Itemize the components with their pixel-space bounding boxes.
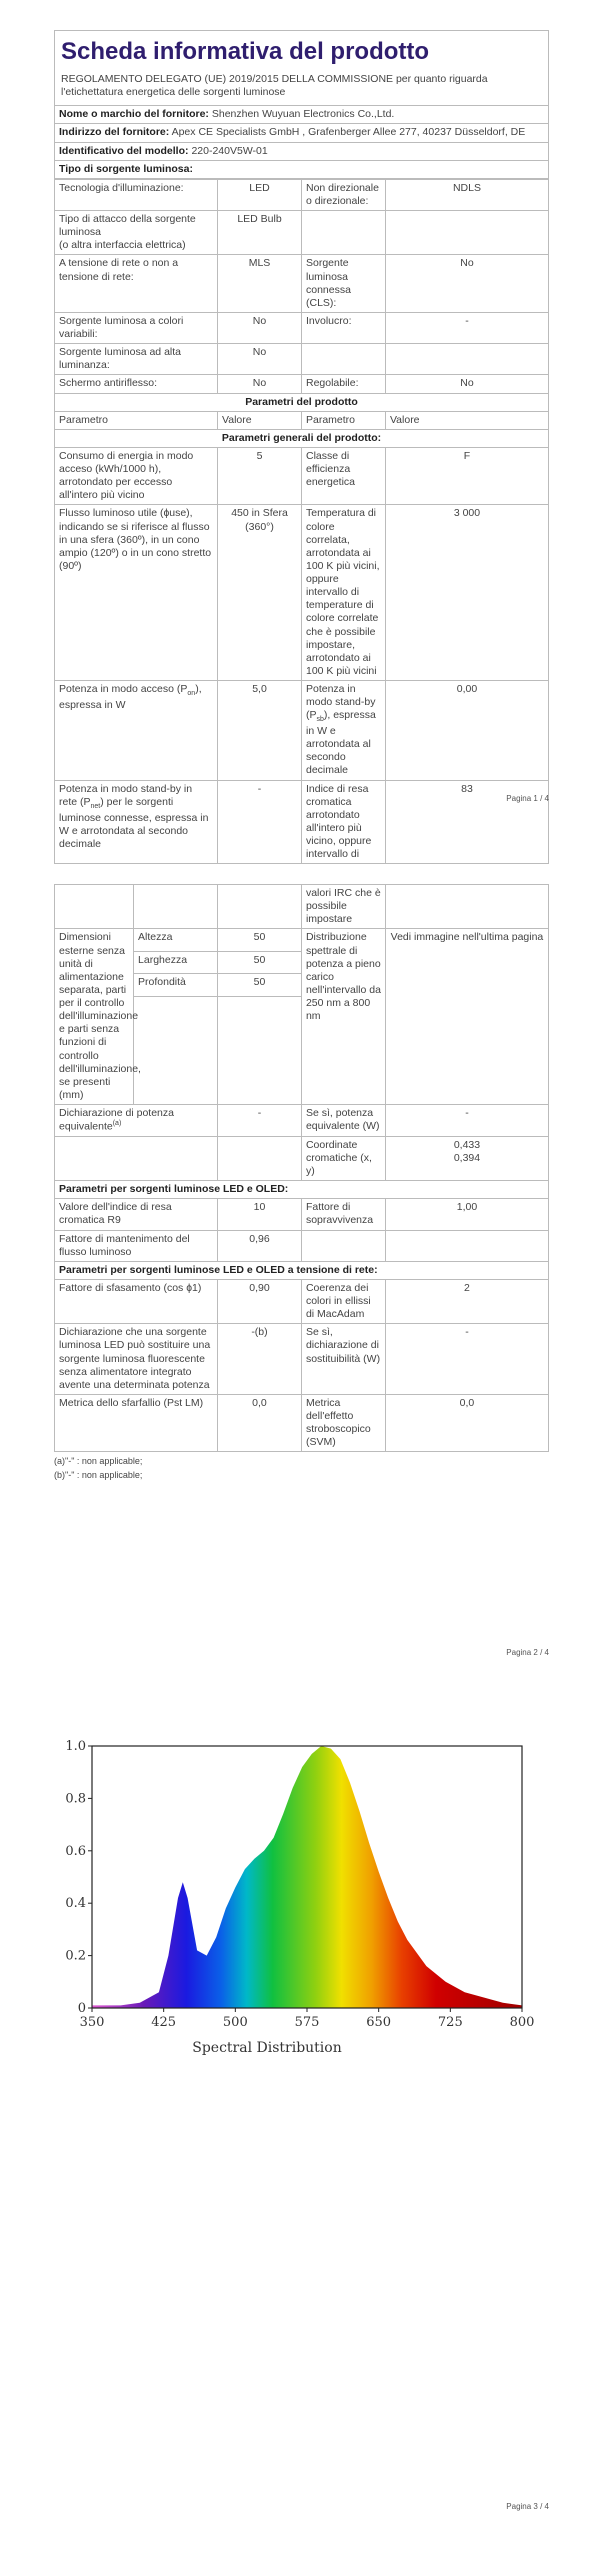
antiglare-value: No — [218, 375, 302, 393]
note-a: (a)"-" : non applicable; — [54, 1456, 143, 1467]
cap-label: Tipo di attacco della sorgente luminosa (o altra interfaccia elettrica) — [55, 211, 218, 255]
hlum-value: No — [218, 344, 302, 375]
spectral-distribution-chart — [54, 1734, 554, 2064]
pf-value: 0,90 — [218, 1279, 302, 1323]
equiv-w-value: - — [385, 1105, 548, 1137]
cri-value: 83 — [385, 780, 548, 864]
general-header: Parametri generali del prodotto: — [55, 429, 549, 447]
footnotes — [54, 1452, 549, 1481]
nondir-value: NDLS — [385, 179, 548, 210]
equiv-value: - — [218, 1105, 302, 1137]
flicker-label: Metrica dello sfarfallio (Pst LM) — [55, 1394, 218, 1452]
y-tick-label: 0.8 — [65, 1791, 86, 1807]
connected-label: Sorgente luminosa connessa (CLS): — [301, 255, 385, 313]
colour-label: Sorgente luminosa a colori variabili: — [55, 312, 218, 343]
equiv-label: Dichiarazione di potenza equivalente$^{(a)}$ — [55, 1105, 218, 1137]
cap-value: LED Bulb — [218, 211, 302, 255]
macadam-label: Coerenza dei colori in ellissi di MacAdam — [301, 1279, 385, 1323]
macadam-value: 2 — [385, 1279, 548, 1323]
r9-value: 10 — [218, 1199, 302, 1230]
led-header: Parametri per sorgenti luminose LED e OLED: — [55, 1181, 549, 1199]
page-title: Scheda informativa del prodotto — [54, 30, 549, 71]
col-param-1: Parametro — [55, 411, 218, 429]
height-label: Altezza — [134, 929, 218, 952]
y-tick-label: 0.2 — [65, 1948, 86, 1964]
x-tick-label: 650 — [366, 2015, 392, 2030]
supplier-name: Shenzhen Wuyuan Electronics Co.,Ltd. — [211, 108, 395, 121]
cri-label: Indice di resa cromatica arrotondato all'intero più vicino, oppure intervallo di — [301, 780, 385, 864]
replace-label: Dichiarazione che una sorgente luminosa LED può sostituire una sorgente luminosa fluorescente senza alimentatore integrato avente una determinata potenza — [55, 1324, 218, 1395]
spd-label: Distribuzione spettrale di potenza a pieno carico nell'intervallo da 250 nm a 800 nm — [301, 929, 385, 1105]
supplier-address-row: Indirizzo del fornitore: Apex CE Specialists GmbH , Grafenberger Allee 277, 40237 Düsseldorf, DE — [55, 124, 549, 142]
page-2-footer: Pagina 2 / 4 — [506, 1648, 549, 1657]
svm-value: 0,0 — [385, 1394, 548, 1452]
source-type-table — [54, 179, 549, 865]
page-1-footer: Pagina 1 / 4 — [506, 794, 549, 803]
page-1 — [54, 30, 549, 864]
pf-label: Fattore di sfasamento (cos ɸ1) — [55, 1279, 218, 1323]
cri-cont: valori IRC che è possibile impostare — [301, 885, 385, 929]
hlum-label: Sorgente luminosa ad alta luminanza: — [55, 344, 218, 375]
col-value-1: Valore — [218, 411, 302, 429]
maint-label: Fattore di mantenimento del flusso luminoso — [55, 1230, 218, 1261]
source-type-header: Tipo di sorgente luminosa: — [55, 160, 549, 178]
chroma-value: 0,433 0,394 — [385, 1136, 548, 1180]
dimensions-table — [54, 884, 549, 1452]
survival-value: 1,00 — [385, 1199, 548, 1230]
supplier-name-row: Nome o marchio del fornitore: Shenzhen Wuyuan Electronics Co.,Ltd. — [55, 106, 549, 124]
height-value: 50 — [218, 929, 302, 952]
depth-value: 50 — [218, 974, 302, 997]
page-2 — [54, 884, 549, 1483]
width-value: 50 — [218, 951, 302, 974]
dimmable-label: Regolabile: — [301, 375, 385, 393]
eclass-label: Classe di efficienza energetica — [301, 447, 385, 505]
spectrum-area — [92, 1746, 522, 2008]
flux-label: Flusso luminoso utile (ɸuse), indicando se si riferisce al flusso in una sfera (360º), in un cono ampio (120º) o in un cono stretto (90º) — [55, 505, 218, 681]
dims-label: Dimensioni esterne senza unità di alimentazione separata, parti per il controllo dell'illuminazione e parti senza funzioni di controllo dell'illuminazione, se presenti (mm) — [55, 929, 134, 1105]
depth-label: Profondità — [134, 974, 218, 997]
maint-value: 0,96 — [218, 1230, 302, 1261]
mains-value: MLS — [218, 255, 302, 313]
mains-label: A tensione di rete o non a tensione di rete: — [55, 255, 218, 313]
tech-label: Tecnologia d'illuminazione: — [55, 179, 218, 210]
y-tick-label: 1.0 — [65, 1739, 86, 1754]
width-label: Larghezza — [134, 951, 218, 974]
spd-value: Vedi immagine nell'ultima pagina — [385, 929, 548, 1105]
cct-value: 3 000 — [385, 505, 548, 681]
eclass-value: F — [385, 447, 548, 505]
page-3-footer: Pagina 3 / 4 — [506, 2502, 549, 2511]
model-row: Identificativo del modello: 220-240V5W-01 — [55, 142, 549, 160]
chroma-label: Coordinate cromatiche (x, y) — [301, 1136, 385, 1180]
envelope-value: - — [385, 312, 548, 343]
spectrum-svg — [54, 1734, 554, 2064]
psb-label: Potenza in modo stand-by $(P_{sb})$, espressa in W e arrotondata al secondo decimale — [301, 681, 385, 781]
pon-value: 5,0 — [218, 681, 302, 781]
x-tick-label: 800 — [509, 2015, 535, 2030]
psb-value: 0,00 — [385, 681, 548, 781]
x-tick-label: 500 — [222, 2015, 248, 2030]
col-value-2: Valore — [385, 411, 548, 429]
x-tick-label: 425 — [151, 2015, 177, 2030]
x-axis-label: Spectral Distribution — [192, 2040, 342, 2056]
regulation-text: REGOLAMENTO DELEGATO (UE) 2019/2015 DELLA COMMISSIONE per quanto riguarda l'etichettatura energetica delle sorgenti luminose — [54, 71, 549, 105]
connected-value: No — [385, 255, 548, 313]
tech-value: LED — [218, 179, 302, 210]
pnet-label: Potenza in modo stand-by in rete $(P_{net})$ per le sorgenti luminose connesse, espressa in W e arrotondata al secondo decimale — [55, 780, 218, 864]
replace-w-value: - — [385, 1324, 548, 1395]
plot-area — [65, 1739, 534, 2056]
pnet-value: - — [218, 780, 302, 864]
x-tick-label: 350 — [79, 2015, 105, 2030]
flicker-value: 0,0 — [218, 1394, 302, 1452]
colour-value: No — [218, 312, 302, 343]
nondir-label: Non direzionale o direzionale: — [301, 179, 385, 210]
y-tick-label: 0.6 — [65, 1843, 86, 1859]
replace-w-label: Se sì, dichiarazione di sostituibilità (W) — [301, 1324, 385, 1395]
supplier-address: Apex CE Specialists GmbH , Grafenberger Allee 277, 40237 Düsseldorf, DE — [171, 126, 526, 139]
energy-value: 5 — [218, 447, 302, 505]
col-param-2: Parametro — [301, 411, 385, 429]
model-id: 220-240V5W-01 — [191, 144, 268, 157]
y-tick-label: 0.4 — [65, 1896, 86, 1912]
r9-label: Valore dell'indice di resa cromatica R9 — [55, 1199, 218, 1230]
x-tick-label: 575 — [294, 2015, 320, 2030]
envelope-label: Involucro: — [301, 312, 385, 343]
cct-label: Temperatura di colore correlata, arrotondata ai 100 K più vicini, oppure intervallo di temperature di colore correlate che è possibile impostare, arrotondato ai 100 K più vicini — [301, 505, 385, 681]
note-b: (b)"-" : non applicable; — [54, 1469, 143, 1480]
antiglare-label: Schermo antiriflesso: — [55, 375, 218, 393]
pon-label: Potenza in modo acceso $(P_{on})$, espressa in W — [55, 681, 218, 781]
mains-header: Parametri per sorgenti luminose LED e OLED a tensione di rete: — [55, 1261, 549, 1279]
params-header: Parametri del prodotto — [55, 393, 549, 411]
x-tick-label: 725 — [437, 2015, 463, 2030]
supplier-table — [54, 105, 549, 179]
svm-label: Metrica dell'effetto stroboscopico (SVM) — [301, 1394, 385, 1452]
equiv-w-label: Se sì, potenza equivalente (W) — [301, 1105, 385, 1137]
flux-value: 450 in Sfera (360°) — [218, 505, 302, 681]
y-tick-label: 0 — [77, 2001, 86, 2016]
survival-label: Fattore di sopravvivenza — [301, 1199, 385, 1230]
replace-value: -(b) — [218, 1324, 302, 1395]
energy-label: Consumo di energia in modo acceso (kWh/1000 h), arrotondato per eccesso all'intero più vicino — [55, 447, 218, 505]
dimmable-value: No — [385, 375, 548, 393]
